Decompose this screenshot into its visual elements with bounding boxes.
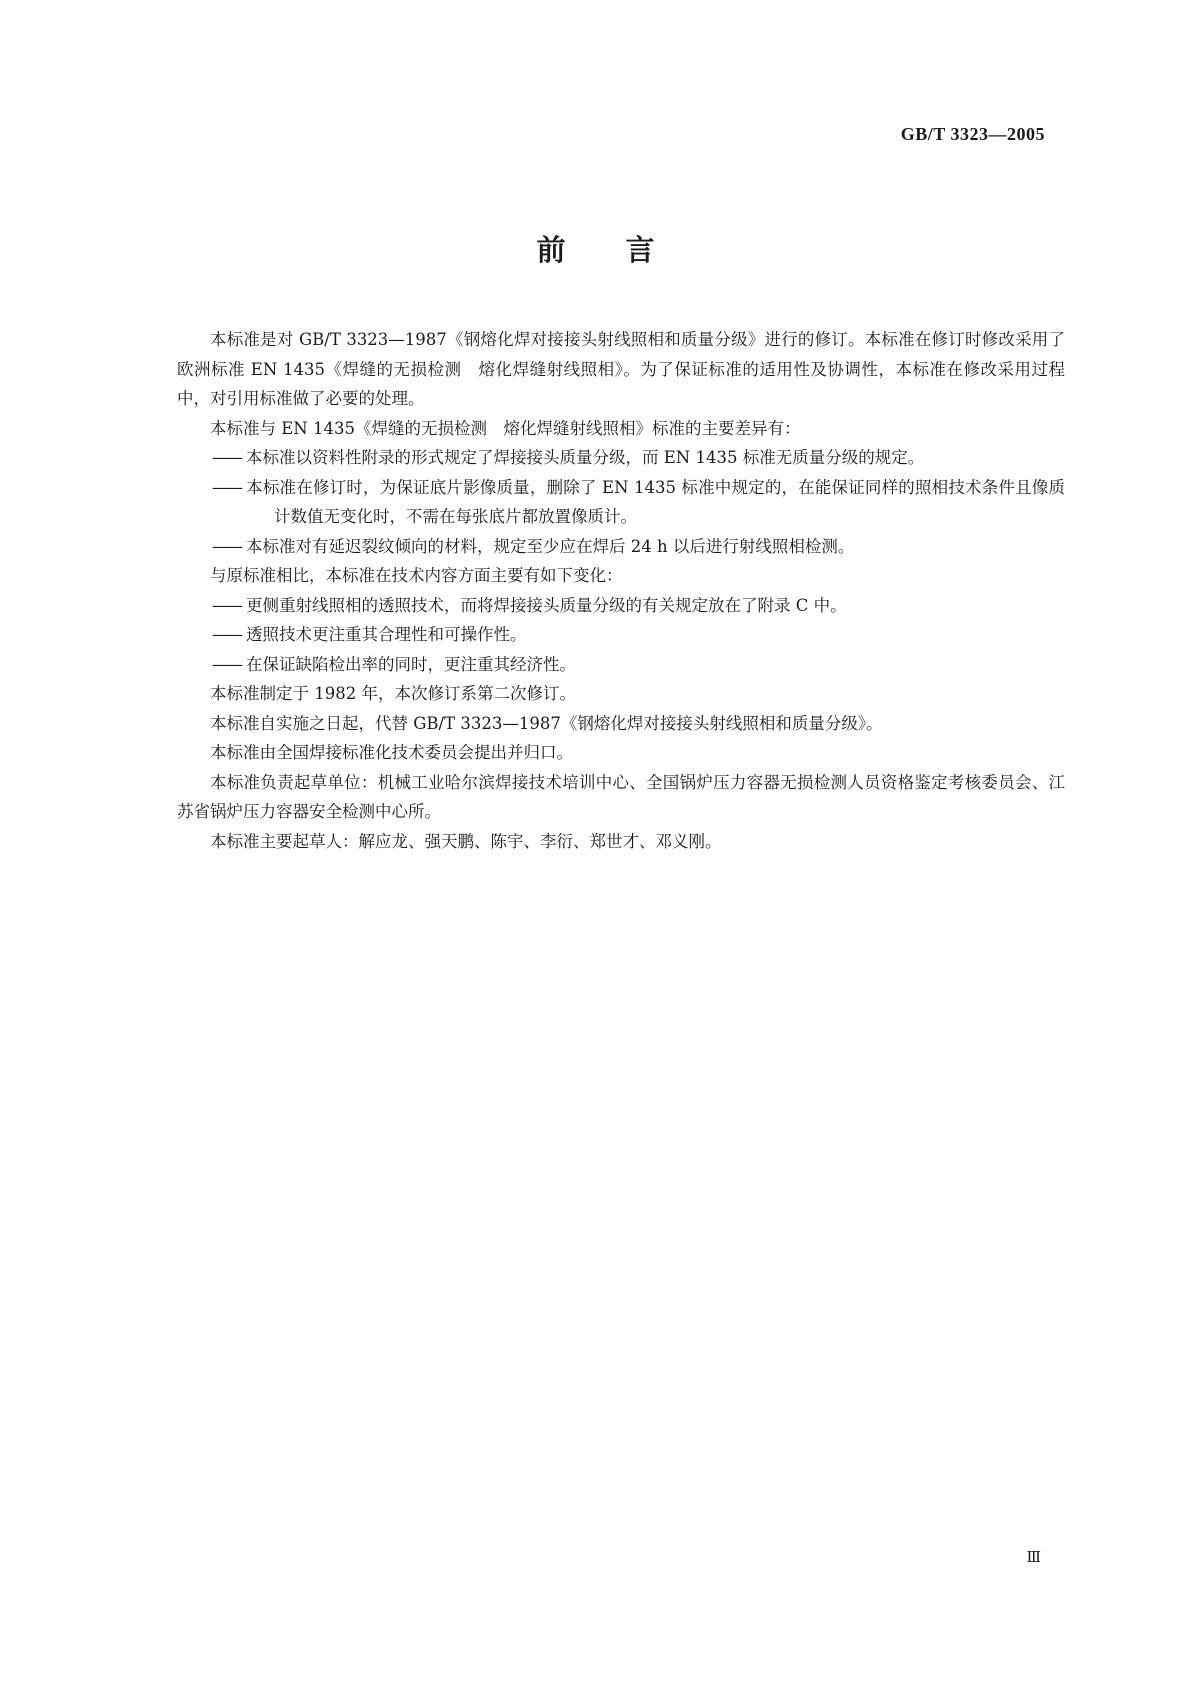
- dash-marker: ——: [212, 654, 241, 674]
- paragraph-revision-intro: 本标准是对 GB/T 3323—1987《钢熔化焊对接接头射线照相和质量分级》进行的修订。本标准在修订时修改采用了欧洲标准 EN 1435《焊缝的无损检测 熔化焊缝射线照相》。为了保证标准的适用性及协调性，本标准在修改采用过程中，对引用标准做了必要的处理。: [177, 330, 1065, 408]
- paragraph-replaces: 本标准自实施之日起，代替 GB/T 3323—1987《钢熔化焊对接接头射线照相和质量分级》。: [210, 713, 883, 733]
- page-title: 前言: [536, 233, 715, 267]
- list-item-text: 本标准对有延迟裂纹倾向的材料，规定至少应在焊后 24 h 以后进行射线照相检测。: [246, 536, 855, 556]
- paragraph-proposed-by: 本标准由全国焊接标准化技术委员会提出并归口。: [210, 743, 573, 762]
- list-item-text: 在保证缺陷检出率的同时，更注重其经济性。: [246, 654, 576, 674]
- list-item: [212, 620, 1065, 650]
- list-item-text: 本标准在修订时，为保证底片影像质量，删除了 EN 1435 标准中规定的，在能保证同样的照相技术条件且像质计数值无变化时，不需在每张底片都放置像质计。: [246, 477, 1065, 526]
- paragraph-drafting-units: 本标准负责起草单位：机械工业哈尔滨焊接技术培训中心、全国锅炉压力容器无损检测人员资格鉴定考核委员会、江苏省锅炉压力容器安全检测中心所。: [177, 772, 1065, 821]
- paragraph-changes-intro: 与原标准相比，本标准在技术内容方面主要有如下变化：: [210, 566, 623, 585]
- dash-marker: ——: [212, 477, 241, 497]
- dash-marker: ——: [212, 448, 241, 467]
- dash-marker: ——: [212, 595, 241, 615]
- paragraph-differences-intro: 本标准与 EN 1435《焊缝的无损检测 熔化焊缝射线照相》标准的主要差异有：: [210, 418, 801, 438]
- foreword-body: [177, 325, 1065, 856]
- dash-marker: ——: [212, 536, 241, 556]
- standard-code: GB/T 3323—2005: [900, 124, 1045, 144]
- list-item: [212, 591, 1065, 621]
- list-item-text: 透照技术更注重其合理性和可操作性。: [246, 625, 527, 644]
- list-item: [212, 532, 1065, 562]
- list-item: [212, 443, 1065, 473]
- list-item: [212, 473, 1065, 532]
- page-number: Ⅲ: [1026, 1550, 1042, 1566]
- paragraph-established: 本标准制定于 1982 年，本次修订系第二次修订。: [210, 684, 576, 703]
- list-item: [212, 650, 1065, 680]
- list-item-text: 更侧重射线照相的透照技术，而将焊接接头质量分级的有关规定放在了附录 C 中。: [246, 595, 847, 615]
- list-item-text: 本标准以资料性附录的形式规定了焊接接头质量分级，而 EN 1435 标准无质量分级的规定。: [246, 448, 925, 467]
- dash-marker: ——: [212, 625, 241, 644]
- paragraph-drafters: 本标准主要起草人：解应龙、强天鹏、陈宇、李衍、郑世才、邓义刚。: [210, 831, 722, 851]
